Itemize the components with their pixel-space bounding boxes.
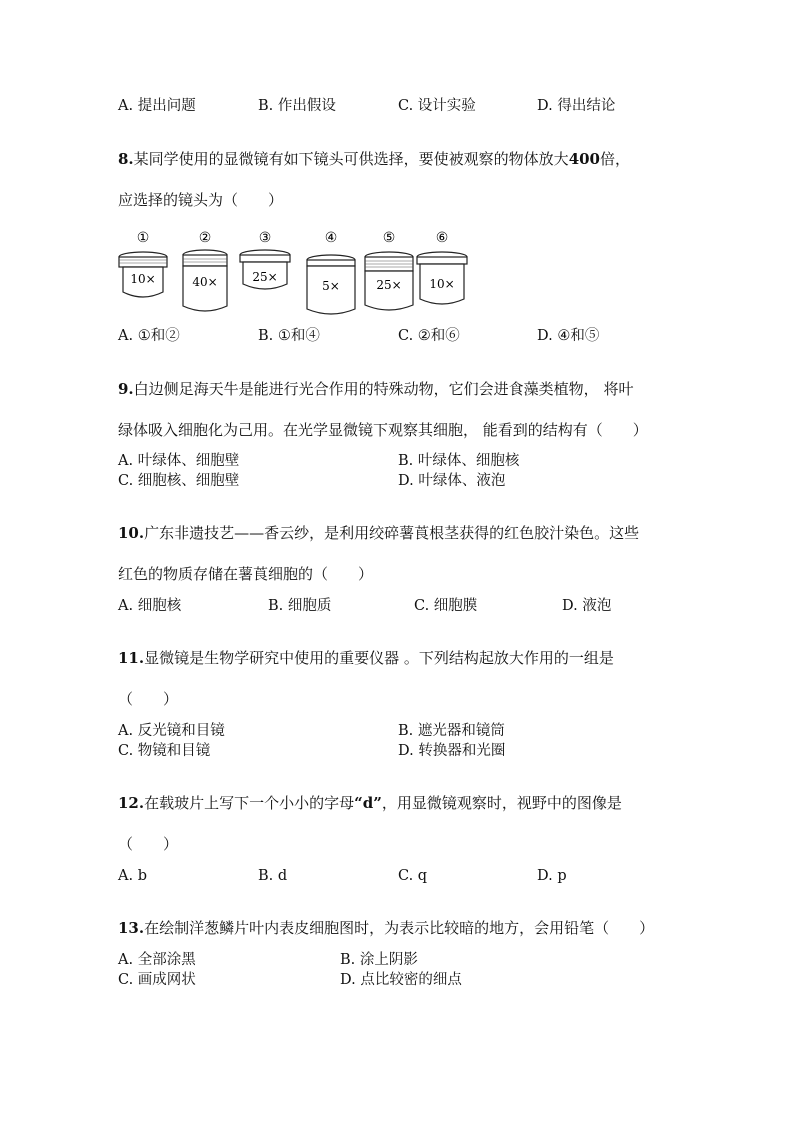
- q11-option-c: C. 物镜和目镜: [118, 743, 211, 759]
- q13-option-a: A. 全部涂黑: [118, 952, 196, 968]
- lens-3-figure: [240, 230, 290, 289]
- q11-number: 11.: [118, 649, 145, 667]
- q12-letter: “d”: [354, 794, 382, 812]
- q12-stem-text-b: ，用显微镜观察时，视野中的图像是: [381, 794, 622, 812]
- q8-option-a: A. ①和②: [118, 328, 180, 344]
- lens-1-magnification: 10×: [130, 272, 156, 286]
- q9-option-d: D. 叶绿体、液泡: [398, 473, 506, 489]
- q9-stem-text: 白边侧足海天牛是能进行光合作用的特殊动物，它们会进食藻类植物， 将叶: [133, 380, 634, 398]
- q11-option-a: A. 反光镜和目镜: [118, 723, 225, 739]
- q8-stem-line2: 应选择的镜头为（ ）: [118, 191, 284, 209]
- lens-1-figure: [119, 230, 167, 297]
- q12-stem-line1: [118, 793, 622, 813]
- q13-number: 13.: [118, 919, 145, 937]
- q12-option-b: B. d: [258, 868, 288, 884]
- q11-stem-line1: [118, 648, 614, 668]
- q9-number: 9.: [118, 380, 134, 398]
- q10-option-b: B. 细胞质: [268, 598, 332, 614]
- lens-2-magnification: 40×: [192, 275, 218, 289]
- q8-stem-text: 某同学使用的显微镜有如下镜头可供选择，要使被观察的物体放大: [133, 150, 569, 168]
- q7-option-b: B. 作出假设: [258, 98, 336, 114]
- q10-option-a: A. 细胞核: [118, 598, 182, 614]
- q7-option-a: A. 提出问题: [118, 98, 196, 114]
- lens-3-magnification: 25×: [252, 270, 278, 284]
- lens-3-label: ③: [258, 230, 272, 246]
- q10-number: 10.: [118, 524, 145, 542]
- q12-stem-text-a: 在载玻片上写下一个小小的字母: [144, 794, 355, 812]
- q8-option-c: C. ②和⑥: [398, 328, 460, 344]
- lens-5-label: ⑤: [382, 230, 396, 246]
- q8-option-b: B. ①和④: [258, 328, 320, 344]
- q12-stem-line2: （ ）: [118, 835, 179, 853]
- q13-stem-line1: [118, 918, 654, 938]
- lens-5-magnification: 25×: [376, 278, 402, 292]
- lens-5-figure: [365, 230, 413, 310]
- q12-option-c: C. q: [398, 868, 428, 884]
- q10-stem-line2: 红色的物质存储在薯莨细胞的（ ）: [118, 565, 374, 583]
- q8-stem-end: 倍，: [600, 150, 631, 168]
- lens-1-label: ①: [136, 230, 150, 246]
- q12-number: 12.: [118, 794, 145, 812]
- lens-6-figure: [417, 230, 467, 304]
- lens-4-figure: [307, 230, 355, 314]
- q13-option-d: D. 点比较密的细点: [340, 972, 462, 988]
- q13-option-c: C. 画成网状: [118, 972, 196, 988]
- q9-option-b: B. 叶绿体、细胞核: [398, 453, 520, 469]
- q13-stem-text: 在绘制洋葱鳞片叶内表皮细胞图时，为表示比较暗的地方，会用铅笔（ ）: [144, 919, 655, 937]
- q9-option-c: C. 细胞核、细胞壁: [118, 473, 240, 489]
- lens-4-label: ④: [324, 230, 338, 246]
- q11-stem-text: 显微镜是生物学研究中使用的重要仪器 。下列结构起放大作用的一组是: [144, 649, 614, 667]
- q12-option-d: D. p: [537, 868, 567, 884]
- q7-option-d: D. 得出结论: [537, 98, 616, 114]
- q9-stem-line1: [118, 379, 633, 399]
- lens-4-magnification: 5×: [322, 279, 340, 293]
- q9-stem-line2: 绿体吸入细胞化为己用。在光学显微镜下观察其细胞， 能看到的结构有（ ）: [118, 421, 648, 439]
- q11-stem-line2: （ ）: [118, 690, 179, 708]
- q8-stem-line1: [118, 149, 630, 169]
- q10-stem-text: 广东非遗技艺——香云纱，是利用绞碎薯莨根茎获得的红色胶汁染色。这些: [144, 524, 640, 542]
- lens-6-magnification: 10×: [429, 277, 455, 291]
- q8-number: 8.: [118, 150, 134, 168]
- q8-option-d: D. ④和⑤: [537, 328, 600, 344]
- lens-figure: [112, 226, 492, 321]
- q10-stem-line1: [118, 523, 639, 543]
- q8-bold-value: 400: [568, 150, 600, 168]
- q9-option-a: A. 叶绿体、细胞壁: [118, 453, 240, 469]
- lens-6-label: ⑥: [435, 230, 449, 246]
- lens-2-figure: [183, 230, 227, 311]
- q12-option-a: A. b: [118, 868, 147, 884]
- q10-option-d: D. 液泡: [562, 598, 612, 614]
- lens-2-label: ②: [198, 230, 212, 246]
- q10-option-c: C. 细胞膜: [414, 598, 478, 614]
- q11-option-d: D. 转换器和光圈: [398, 743, 506, 759]
- q7-option-c: C. 设计实验: [398, 98, 476, 114]
- q13-option-b: B. 涂上阴影: [340, 952, 418, 968]
- q11-option-b: B. 遮光器和镜筒: [398, 723, 505, 739]
